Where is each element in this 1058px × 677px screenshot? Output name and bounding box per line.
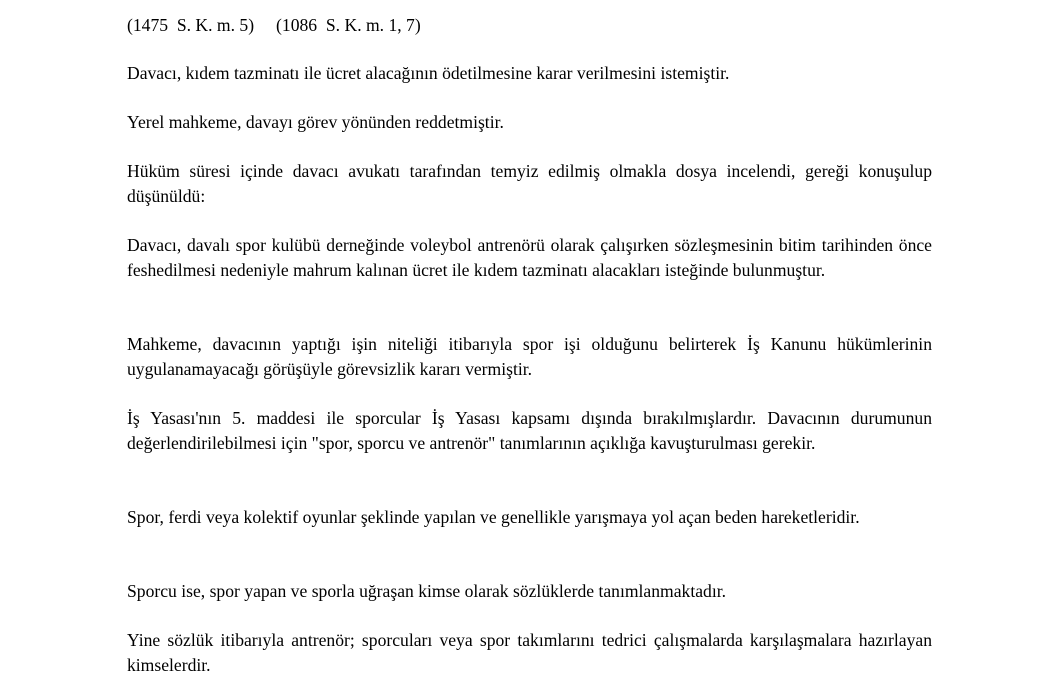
paragraph-athlete-definition: Sporcu ise, spor yapan ve sporla uğraşan kimse olarak sözlüklerde tanımlanmaktadır. bbox=[127, 581, 726, 601]
paragraph-sport-definition: Spor, ferdi veya kolektif oyunlar şeklinde yapılan ve genellikle yarışmaya yol açan beden hareketleridir. bbox=[127, 507, 860, 527]
paragraph-appeal: Hüküm süresi içinde davacı avukatı tarafından temyiz edilmiş olmakla dosya incelendi, gereği konuşulup düşünüldü: bbox=[127, 161, 932, 206]
paragraph-plaintiff-facts: Davacı, davalı spor kulübü derneğinde voleybol antrenörü olarak çalışırken sözleşmesinin bitim tarihinden önce feshedilmesi nedeniyle mahrum kalınan ücret ile kıdem tazminatı alacakları isteğinde bulunmuştur. bbox=[127, 235, 932, 280]
paragraph-labor-law: İş Yasası'nın 5. maddesi ile sporcular İş Yasası kapsamı dışında bırakılmışlardır. Davacının durumunun değerlendirilebilmesi için "spor, sporcu ve antrenör" tanımlarının açıklığa kavuşturulması gerekir. bbox=[127, 408, 932, 453]
paragraph-coach-definition: Yine sözlük itibarıyla antrenör; sporcuları veya spor takımlarını tedrici çalışmalarda karşılaşmalara hazırlayan kimselerdir. bbox=[127, 630, 932, 675]
law-references: (1475 S. K. m. 5) (1086 S. K. m. 1, 7) bbox=[127, 15, 421, 35]
paragraph-local-court: Yerel mahkeme, davayı görev yönünden reddetmiştir. bbox=[127, 112, 504, 132]
paragraph-court-ruling: Mahkeme, davacının yaptığı işin niteliği itibarıyla spor işi olduğunu belirterek İş Kanunu hükümlerinin uygulanamayacağı görüşüyle görevsizlik kararı vermiştir. bbox=[127, 334, 932, 379]
paragraph-claim: Davacı, kıdem tazminatı ile ücret alacağının ödetilmesine karar verilmesini istemiştir. bbox=[127, 63, 730, 83]
